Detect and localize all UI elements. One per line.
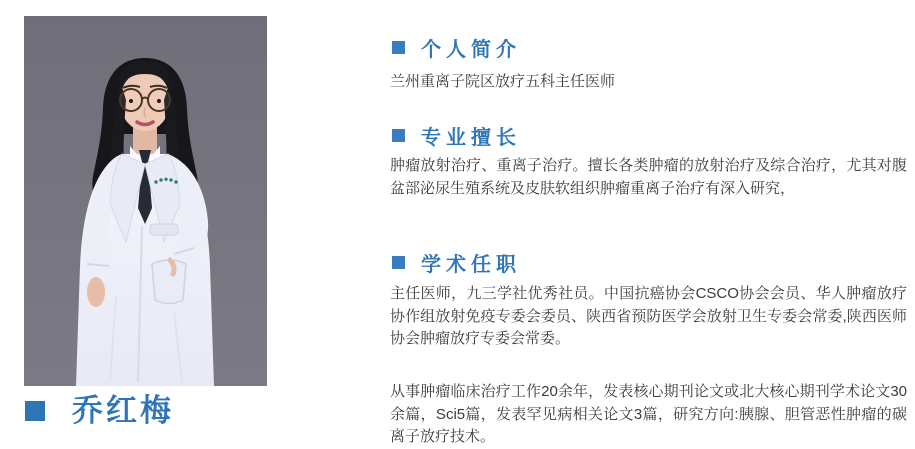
section-title: 专业擅长 xyxy=(421,126,521,149)
section-paragraph: 兰州重离子院区放疗五科主任医师 xyxy=(390,73,616,90)
profile-details xyxy=(390,0,907,445)
doctor-name: 乔红梅 xyxy=(72,393,174,428)
name-bullet-icon xyxy=(25,401,45,421)
doctor-photo xyxy=(24,16,267,386)
section-paragraph: 从事肿瘤临床治疗工作20余年，发表核心期刊论文或北大核心期刊学术论文30余篇，Sci5篇，发表罕见病相关论文3篇，研究方向:胰腺、胆管恶性肿瘤的碳离子放疗技术。 xyxy=(390,383,907,445)
doctor-portrait-illustration xyxy=(24,16,267,386)
section-header-academic-positions xyxy=(392,251,521,276)
section-title: 个人简介 xyxy=(421,38,521,61)
section-bullet-icon xyxy=(392,256,405,269)
section-bullet-icon xyxy=(392,41,405,54)
section-bullet-icon xyxy=(392,129,405,142)
doctor-name-row xyxy=(25,394,174,428)
section-title: 学术任职 xyxy=(421,253,521,276)
section-paragraph: 肿瘤放射治疗、重离子治疗。擅长各类肿瘤的放射治疗及综合治疗，尤其对腹盆部泌尿生殖系统及皮肤软组织肿瘤重离子治疗有深入研究， xyxy=(390,157,907,197)
section-paragraph: 主任医师，九三学社优秀社员。中国抗癌协会CSCO协会会员、华人肿瘤放疗协作组放射免疫专委会委员、陕西省预防医学会放射卫生专委会常委,陕西医师协会肿瘤放疗专委会常委。 xyxy=(390,285,907,347)
section-header-personal-profile xyxy=(392,36,521,61)
section-header-expertise xyxy=(392,124,521,149)
